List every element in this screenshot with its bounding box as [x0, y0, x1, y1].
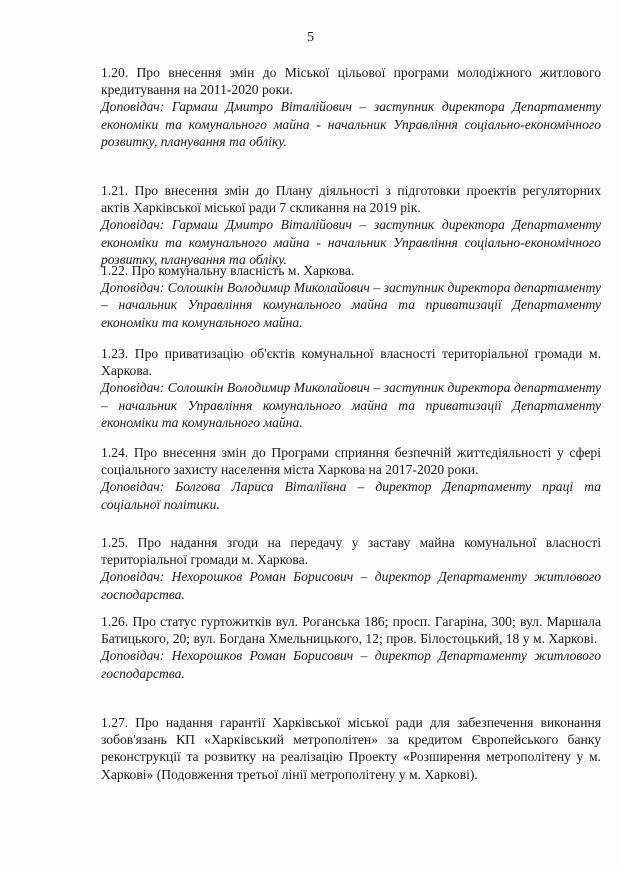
agenda-item-1-22: [101, 262, 601, 331]
agenda-item-speaker: Доповідач: Болгова Лариса Віталіївна – директор Департаменту праці та соціальної політики.: [101, 479, 601, 512]
agenda-item-1-20: [101, 64, 601, 150]
page-number: 5: [307, 30, 314, 45]
agenda-item-1-26: [101, 613, 601, 682]
agenda-item-title: 1.25. Про надання згоди на передачу у заставу майна комунальної власності територіальної громади м. Харкова.: [101, 535, 601, 568]
agenda-item-speaker: Доповідач: Нехорошков Роман Борисович – директор Департаменту житлового господарства.: [101, 648, 601, 681]
agenda-item-title: 1.23. Про приватизацію об'єктів комунальної власності територіальної громади м. Харкова.: [101, 346, 601, 379]
agenda-item-1-27: [101, 714, 601, 783]
agenda-item-1-24: [101, 444, 601, 513]
agenda-item-speaker: Доповідач: Солошкін Володимир Миколайович – заступник директора департаменту – начальник Управління комунального майна та приватизації Департаменту економіки та комунального майна.: [101, 280, 601, 330]
agenda-item-1-25: [101, 534, 601, 603]
agenda-item-title: 1.22. Про комунальну власність м. Харкова.: [101, 263, 355, 278]
agenda-item-title: 1.20. Про внесення змін до Міської цільової програми молодіжного житлового кредитування на 2011-2020 роки.: [101, 65, 601, 98]
agenda-item-title: 1.24. Про внесення змін до Програми сприяння безпечній життєдіяльності у сфері соціального захисту населення міста Харкова на 2017-2020 роки.: [101, 445, 601, 478]
agenda-item-speaker: Доповідач: Солошкін Володимир Миколайович – заступник директора департаменту – начальник Управління комунального майна та приватизації Департаменту економіки та комунального майна.: [101, 380, 601, 430]
agenda-item-title: 1.26. Про статус гуртожитків вул. Роганська 186; просп. Гагаріна, 300; вул. Маршала Батицького, 20; вул. Богдана Хмельницького, 12; пров. Білостоцький, 18 у м. Харкові.: [101, 614, 601, 647]
agenda-item-title: 1.21. Про внесення змін до Плану діяльності з підготовки проектів регуляторних актів Харківської міської ради 7 скликання на 2019 рік.: [101, 183, 601, 216]
agenda-item-1-21: [101, 182, 601, 268]
agenda-item-1-23: [101, 345, 601, 431]
agenda-item-speaker: Доповідач: Нехорошков Роман Борисович – директор Департаменту житлового господарства.: [101, 569, 601, 602]
agenda-item-speaker: Доповідач: Гармаш Дмитро Віталійович – заступник директора Департаменту економіки та комунального майна - начальник Управління соціально-економічного розвитку, планування та обліку.: [101, 99, 601, 149]
agenda-item-title: 1.27. Про надання гарантії Харківської міської ради для забезпечення виконання зобов'язань КП «Харківський метрополітен» за кредитом Європейського банку реконструкції та розвитку на реалізацію Проекту «Розширення метрополітену у м. Харкові» (Подовження третьої лінії метрополітену у м. Харкові).: [101, 715, 601, 782]
agenda-item-speaker: Доповідач: Гармаш Дмитро Віталійович – заступник директора Департаменту економіки та комунального майна - начальник Управління соціально-економічного розвитку, планування та обліку.: [101, 217, 601, 267]
